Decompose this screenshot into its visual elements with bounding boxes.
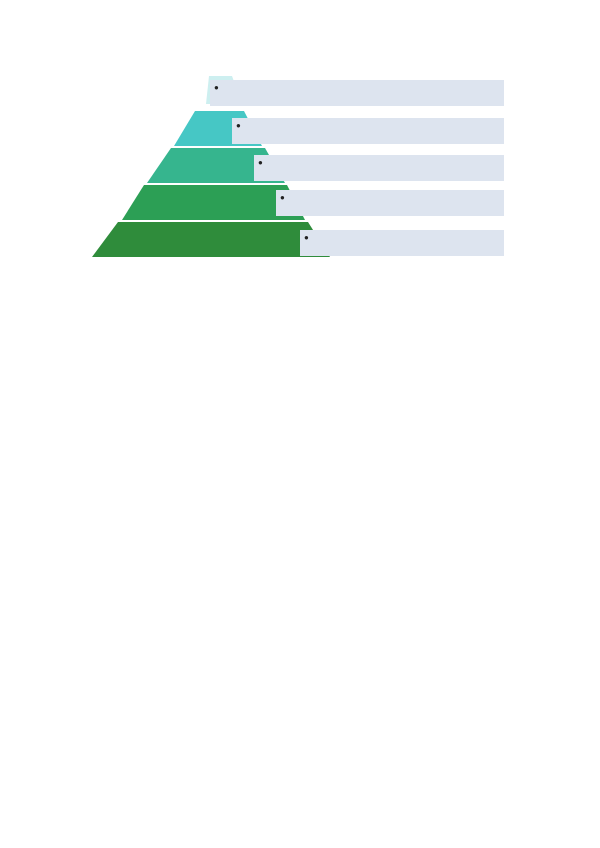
paragraph-2 — [90, 436, 512, 467]
level-desc-e1: ● — [276, 190, 504, 216]
level-desc-e2: ● — [254, 155, 504, 181]
paragraph-3 — [90, 530, 512, 561]
level-desc-e3: ● — [232, 118, 504, 144]
level-desc-e4: ● — [210, 80, 504, 106]
pyramid-level-e0 — [92, 222, 330, 257]
paragraph-4 — [90, 750, 512, 781]
paragraph-1 — [90, 312, 512, 343]
level-desc-e0: ● — [300, 230, 504, 256]
